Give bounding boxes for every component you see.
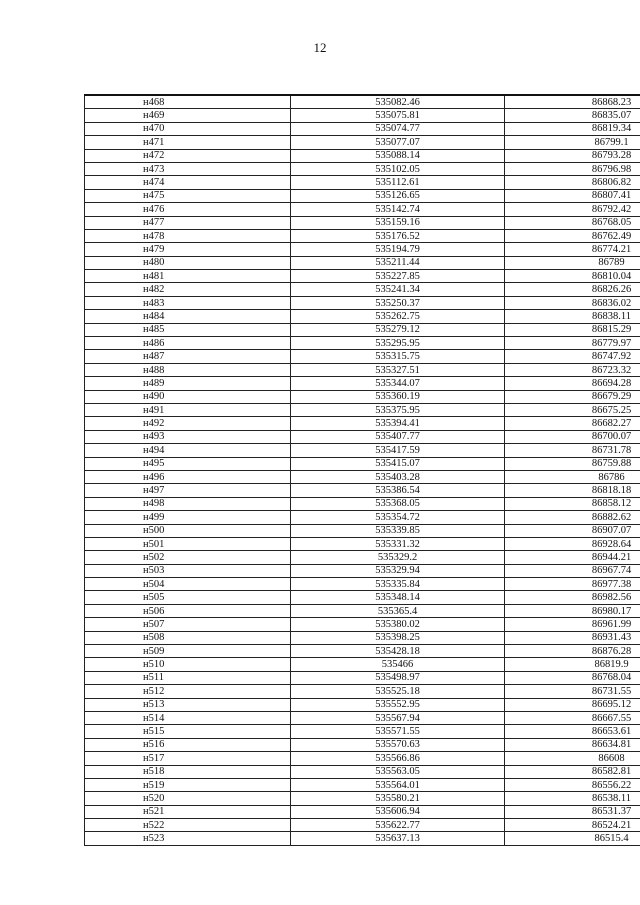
x-coordinate-cell: 535417.59 (291, 444, 505, 457)
table-row (85, 337, 640, 350)
table-row (85, 377, 640, 390)
point-id-cell: н504 (85, 578, 291, 591)
x-coordinate-cell: 535567.94 (291, 711, 505, 724)
point-id-cell: н495 (85, 457, 291, 470)
x-coordinate-cell: 535102.05 (291, 162, 505, 175)
point-id-cell: н515 (85, 725, 291, 738)
y-coordinate-cell: 86818.18 (505, 484, 640, 497)
y-coordinate-cell: 86608 (505, 752, 640, 765)
table-row (85, 363, 640, 376)
point-id-cell: н471 (85, 136, 291, 149)
y-coordinate-cell: 86768.04 (505, 671, 640, 684)
x-coordinate-cell: 535335.84 (291, 578, 505, 591)
y-coordinate-cell: 86653.61 (505, 725, 640, 738)
point-id-cell: н498 (85, 497, 291, 510)
y-coordinate-cell: 86967.74 (505, 564, 640, 577)
x-coordinate-cell: 535365.4 (291, 604, 505, 617)
table-row (85, 444, 640, 457)
table-row (85, 203, 640, 216)
y-coordinate-cell: 86796.98 (505, 162, 640, 175)
x-coordinate-cell: 535262.75 (291, 310, 505, 323)
x-coordinate-cell: 535327.51 (291, 363, 505, 376)
y-coordinate-cell: 86675.25 (505, 403, 640, 416)
y-coordinate-cell: 86792.42 (505, 203, 640, 216)
x-coordinate-cell: 535227.85 (291, 270, 505, 283)
table-row (85, 765, 640, 778)
x-coordinate-cell: 535315.75 (291, 350, 505, 363)
point-id-cell: н493 (85, 430, 291, 443)
point-id-cell: н516 (85, 738, 291, 751)
x-coordinate-cell: 535580.21 (291, 792, 505, 805)
y-coordinate-cell: 86682.27 (505, 417, 640, 430)
table-row (85, 631, 640, 644)
table-row (85, 122, 640, 135)
x-coordinate-cell: 535386.54 (291, 484, 505, 497)
point-id-cell: н502 (85, 551, 291, 564)
point-id-cell: н522 (85, 819, 291, 832)
x-coordinate-cell: 535074.77 (291, 122, 505, 135)
point-id-cell: н507 (85, 618, 291, 631)
table-row (85, 283, 640, 296)
y-coordinate-cell: 86835.07 (505, 109, 640, 122)
x-coordinate-cell: 535159.16 (291, 216, 505, 229)
table-row (85, 819, 640, 832)
y-coordinate-cell: 86723.32 (505, 363, 640, 376)
point-id-cell: н477 (85, 216, 291, 229)
point-id-cell: н487 (85, 350, 291, 363)
point-id-cell: н510 (85, 658, 291, 671)
x-coordinate-cell: 535428.18 (291, 645, 505, 658)
point-id-cell: н506 (85, 604, 291, 617)
y-coordinate-cell: 86538.11 (505, 792, 640, 805)
point-id-cell: н511 (85, 671, 291, 684)
y-coordinate-cell: 86700.07 (505, 430, 640, 443)
table-row (85, 430, 640, 443)
x-coordinate-cell: 535394.41 (291, 417, 505, 430)
y-coordinate-cell: 86759.88 (505, 457, 640, 470)
table-row (85, 296, 640, 309)
table-row (85, 270, 640, 283)
point-id-cell: н476 (85, 203, 291, 216)
x-coordinate-cell: 535498.97 (291, 671, 505, 684)
table-row (85, 149, 640, 162)
point-id-cell: н489 (85, 377, 291, 390)
point-id-cell: н499 (85, 511, 291, 524)
table-row (85, 711, 640, 724)
y-coordinate-cell: 86694.28 (505, 377, 640, 390)
point-id-cell: н514 (85, 711, 291, 724)
y-coordinate-cell: 86982.56 (505, 591, 640, 604)
x-coordinate-cell: 535077.07 (291, 136, 505, 149)
table-row (85, 95, 640, 109)
table-row (85, 685, 640, 698)
table-row (85, 658, 640, 671)
point-id-cell: н497 (85, 484, 291, 497)
table-row (85, 162, 640, 175)
x-coordinate-cell: 535564.01 (291, 778, 505, 791)
x-coordinate-cell: 535279.12 (291, 323, 505, 336)
x-coordinate-cell: 535082.46 (291, 95, 505, 109)
table-row (85, 698, 640, 711)
x-coordinate-cell: 535375.95 (291, 403, 505, 416)
table-row (85, 604, 640, 617)
table-row (85, 792, 640, 805)
table-row (85, 564, 640, 577)
y-coordinate-cell: 86789 (505, 256, 640, 269)
y-coordinate-cell: 86977.38 (505, 578, 640, 591)
x-coordinate-cell: 535329.2 (291, 551, 505, 564)
y-coordinate-cell: 86961.99 (505, 618, 640, 631)
x-coordinate-cell: 535250.37 (291, 296, 505, 309)
point-id-cell: н492 (85, 417, 291, 430)
table-row (85, 470, 640, 483)
y-coordinate-cell: 86695.12 (505, 698, 640, 711)
table-row (85, 310, 640, 323)
table-row (85, 778, 640, 791)
coordinates-table-body (85, 95, 640, 845)
point-id-cell: н520 (85, 792, 291, 805)
table-row (85, 738, 640, 751)
point-id-cell: н521 (85, 805, 291, 818)
table-row (85, 537, 640, 550)
y-coordinate-cell: 86556.22 (505, 778, 640, 791)
point-id-cell: н478 (85, 229, 291, 242)
x-coordinate-cell: 535344.07 (291, 377, 505, 390)
table-row (85, 390, 640, 403)
y-coordinate-cell: 86810.04 (505, 270, 640, 283)
x-coordinate-cell: 535380.02 (291, 618, 505, 631)
table-row (85, 832, 640, 845)
y-coordinate-cell: 86815.29 (505, 323, 640, 336)
point-id-cell: н475 (85, 189, 291, 202)
table-row (85, 591, 640, 604)
y-coordinate-cell: 86634.81 (505, 738, 640, 751)
table-row (85, 457, 640, 470)
table-row (85, 524, 640, 537)
y-coordinate-cell: 86826.26 (505, 283, 640, 296)
table-row (85, 176, 640, 189)
y-coordinate-cell: 86928.64 (505, 537, 640, 550)
point-id-cell: н494 (85, 444, 291, 457)
table-row (85, 323, 640, 336)
table-row (85, 403, 640, 416)
x-coordinate-cell: 535415.07 (291, 457, 505, 470)
x-coordinate-cell: 535075.81 (291, 109, 505, 122)
x-coordinate-cell: 535637.13 (291, 832, 505, 845)
x-coordinate-cell: 535398.25 (291, 631, 505, 644)
y-coordinate-cell: 86524.21 (505, 819, 640, 832)
point-id-cell: н483 (85, 296, 291, 309)
point-id-cell: н482 (85, 283, 291, 296)
point-id-cell: н490 (85, 390, 291, 403)
coordinates-table (84, 94, 640, 846)
x-coordinate-cell: 535211.44 (291, 256, 505, 269)
point-id-cell: н470 (85, 122, 291, 135)
point-id-cell: н518 (85, 765, 291, 778)
x-coordinate-cell: 535339.85 (291, 524, 505, 537)
x-coordinate-cell: 535295.95 (291, 337, 505, 350)
y-coordinate-cell: 86774.21 (505, 243, 640, 256)
point-id-cell: н469 (85, 109, 291, 122)
x-coordinate-cell: 535194.79 (291, 243, 505, 256)
y-coordinate-cell: 86858.12 (505, 497, 640, 510)
y-coordinate-cell: 86944.21 (505, 551, 640, 564)
table-row (85, 216, 640, 229)
point-id-cell: н480 (85, 256, 291, 269)
table-row (85, 484, 640, 497)
y-coordinate-cell: 86731.55 (505, 685, 640, 698)
point-id-cell: н503 (85, 564, 291, 577)
point-id-cell: н474 (85, 176, 291, 189)
table-row (85, 189, 640, 202)
y-coordinate-cell: 86806.82 (505, 176, 640, 189)
x-coordinate-cell: 535407.77 (291, 430, 505, 443)
y-coordinate-cell: 86931.43 (505, 631, 640, 644)
x-coordinate-cell: 535331.32 (291, 537, 505, 550)
y-coordinate-cell: 86907.07 (505, 524, 640, 537)
x-coordinate-cell: 535525.18 (291, 685, 505, 698)
y-coordinate-cell: 86515.4 (505, 832, 640, 845)
table-row (85, 243, 640, 256)
y-coordinate-cell: 86582.81 (505, 765, 640, 778)
table-row (85, 618, 640, 631)
y-coordinate-cell: 86819.9 (505, 658, 640, 671)
y-coordinate-cell: 86868.23 (505, 95, 640, 109)
table-row (85, 645, 640, 658)
x-coordinate-cell: 535622.77 (291, 819, 505, 832)
x-coordinate-cell: 535176.52 (291, 229, 505, 242)
point-id-cell: н472 (85, 149, 291, 162)
point-id-cell: н479 (85, 243, 291, 256)
table-row (85, 109, 640, 122)
table-row (85, 511, 640, 524)
point-id-cell: н509 (85, 645, 291, 658)
x-coordinate-cell: 535368.05 (291, 497, 505, 510)
x-coordinate-cell: 535606.94 (291, 805, 505, 818)
point-id-cell: н505 (85, 591, 291, 604)
y-coordinate-cell: 86762.49 (505, 229, 640, 242)
point-id-cell: н486 (85, 337, 291, 350)
x-coordinate-cell: 535552.95 (291, 698, 505, 711)
table-row (85, 497, 640, 510)
x-coordinate-cell: 535088.14 (291, 149, 505, 162)
y-coordinate-cell: 86980.17 (505, 604, 640, 617)
x-coordinate-cell: 535354.72 (291, 511, 505, 524)
table-row (85, 229, 640, 242)
y-coordinate-cell: 86836.02 (505, 296, 640, 309)
y-coordinate-cell: 86747.92 (505, 350, 640, 363)
x-coordinate-cell: 535112.61 (291, 176, 505, 189)
table-row (85, 725, 640, 738)
point-id-cell: н523 (85, 832, 291, 845)
x-coordinate-cell: 535563.05 (291, 765, 505, 778)
y-coordinate-cell: 86793.28 (505, 149, 640, 162)
y-coordinate-cell: 86799.1 (505, 136, 640, 149)
x-coordinate-cell: 535142.74 (291, 203, 505, 216)
x-coordinate-cell: 535329.94 (291, 564, 505, 577)
x-coordinate-cell: 535348.14 (291, 591, 505, 604)
y-coordinate-cell: 86838.11 (505, 310, 640, 323)
x-coordinate-cell: 535126.65 (291, 189, 505, 202)
x-coordinate-cell: 535571.55 (291, 725, 505, 738)
point-id-cell: н496 (85, 470, 291, 483)
x-coordinate-cell: 535466 (291, 658, 505, 671)
table-row (85, 551, 640, 564)
table-row (85, 350, 640, 363)
x-coordinate-cell: 535566.86 (291, 752, 505, 765)
point-id-cell: н473 (85, 162, 291, 175)
table-row (85, 256, 640, 269)
y-coordinate-cell: 86819.34 (505, 122, 640, 135)
table-row (85, 752, 640, 765)
point-id-cell: н513 (85, 698, 291, 711)
x-coordinate-cell: 535241.34 (291, 283, 505, 296)
x-coordinate-cell: 535570.63 (291, 738, 505, 751)
table-row (85, 417, 640, 430)
y-coordinate-cell: 86731.78 (505, 444, 640, 457)
y-coordinate-cell: 86807.41 (505, 189, 640, 202)
point-id-cell: н485 (85, 323, 291, 336)
y-coordinate-cell: 86768.05 (505, 216, 640, 229)
y-coordinate-cell: 86667.55 (505, 711, 640, 724)
table-row (85, 136, 640, 149)
y-coordinate-cell: 86531.37 (505, 805, 640, 818)
point-id-cell: н481 (85, 270, 291, 283)
table-row (85, 671, 640, 684)
y-coordinate-cell: 86876.28 (505, 645, 640, 658)
x-coordinate-cell: 535360.19 (291, 390, 505, 403)
point-id-cell: н508 (85, 631, 291, 644)
table-row (85, 578, 640, 591)
point-id-cell: н468 (85, 95, 291, 109)
page-number: 12 (313, 40, 327, 55)
point-id-cell: н512 (85, 685, 291, 698)
table-row (85, 805, 640, 818)
y-coordinate-cell: 86779.97 (505, 337, 640, 350)
point-id-cell: н491 (85, 403, 291, 416)
point-id-cell: н517 (85, 752, 291, 765)
point-id-cell: н519 (85, 778, 291, 791)
y-coordinate-cell: 86786 (505, 470, 640, 483)
x-coordinate-cell: 535403.28 (291, 470, 505, 483)
point-id-cell: н501 (85, 537, 291, 550)
y-coordinate-cell: 86882.62 (505, 511, 640, 524)
point-id-cell: н484 (85, 310, 291, 323)
y-coordinate-cell: 86679.29 (505, 390, 640, 403)
point-id-cell: н500 (85, 524, 291, 537)
point-id-cell: н488 (85, 363, 291, 376)
